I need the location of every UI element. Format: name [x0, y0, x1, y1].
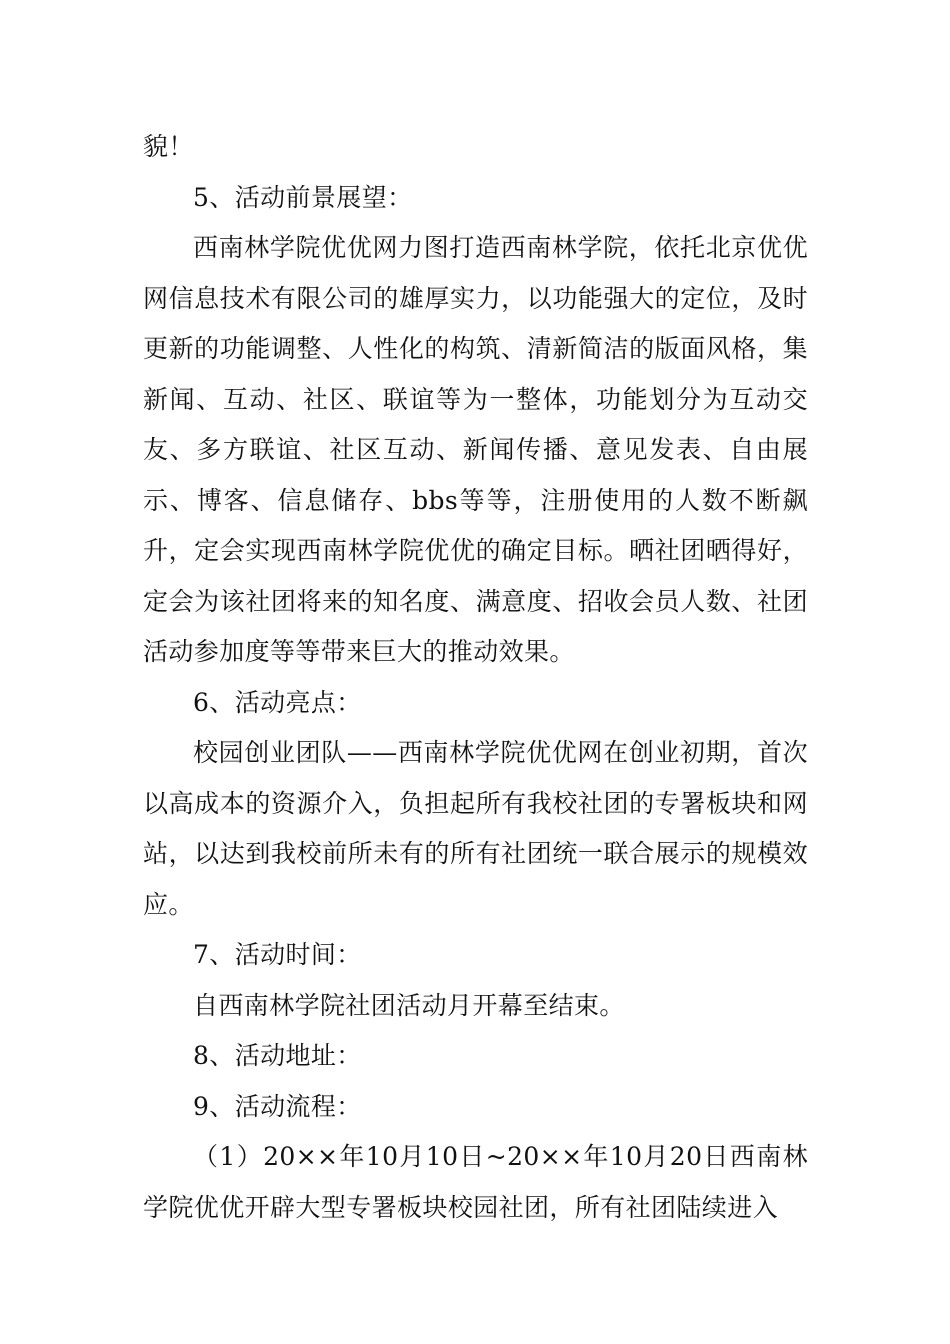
section-heading-7: 7、活动时间：: [193, 940, 362, 969]
paragraph-time: 自西南林学院社团活动月开幕至结束。: [193, 990, 625, 1020]
document-body: [143, 122, 808, 1233]
paragraph-continuation: 貌！: [143, 132, 194, 161]
section-heading-5: 5、活动前景展望：: [193, 182, 413, 212]
section-heading-8: 8、活动地址：: [193, 1041, 362, 1070]
paragraph-outlook: 西南林学院优优网力图打造西南林学院，依托北京优优网信息技术有限公司的雄厚实力，以功能强大的定位，及时更新的功能调整、人性化的构筑、清新简洁的版面风格，集新闻、互动、社区、联谊等为一整体，功能划分为互动交友、多方联谊、社区互动、新闻传播、意见发表、自由展示、博客、信息储存、bbs等等，注册使用的人数不断飙升，定会实现西南林学院优优的确定目标。晒社团晒得好，定会为该社团将来的知名度、满意度、招收会员人数、社团活动参加度等等带来巨大的推动效果。: [143, 233, 808, 666]
section-heading-6: 6、活动亮点：: [193, 687, 362, 717]
paragraph-highlights: 校园创业团队——西南林学院优优网在创业初期，首次以高成本的资源介入，负担起所有我校社团的专署板块和网站，以达到我校前所未有的所有社团统一联合展示的规模效应。: [143, 738, 808, 919]
paragraph-process-step-1: （1）20××年10月10日~20××年10月20日西南林学院优优开辟大型专署板块校园社团，所有社团陆续进入: [143, 1142, 808, 1222]
section-heading-9: 9、活动流程：: [193, 1091, 362, 1121]
